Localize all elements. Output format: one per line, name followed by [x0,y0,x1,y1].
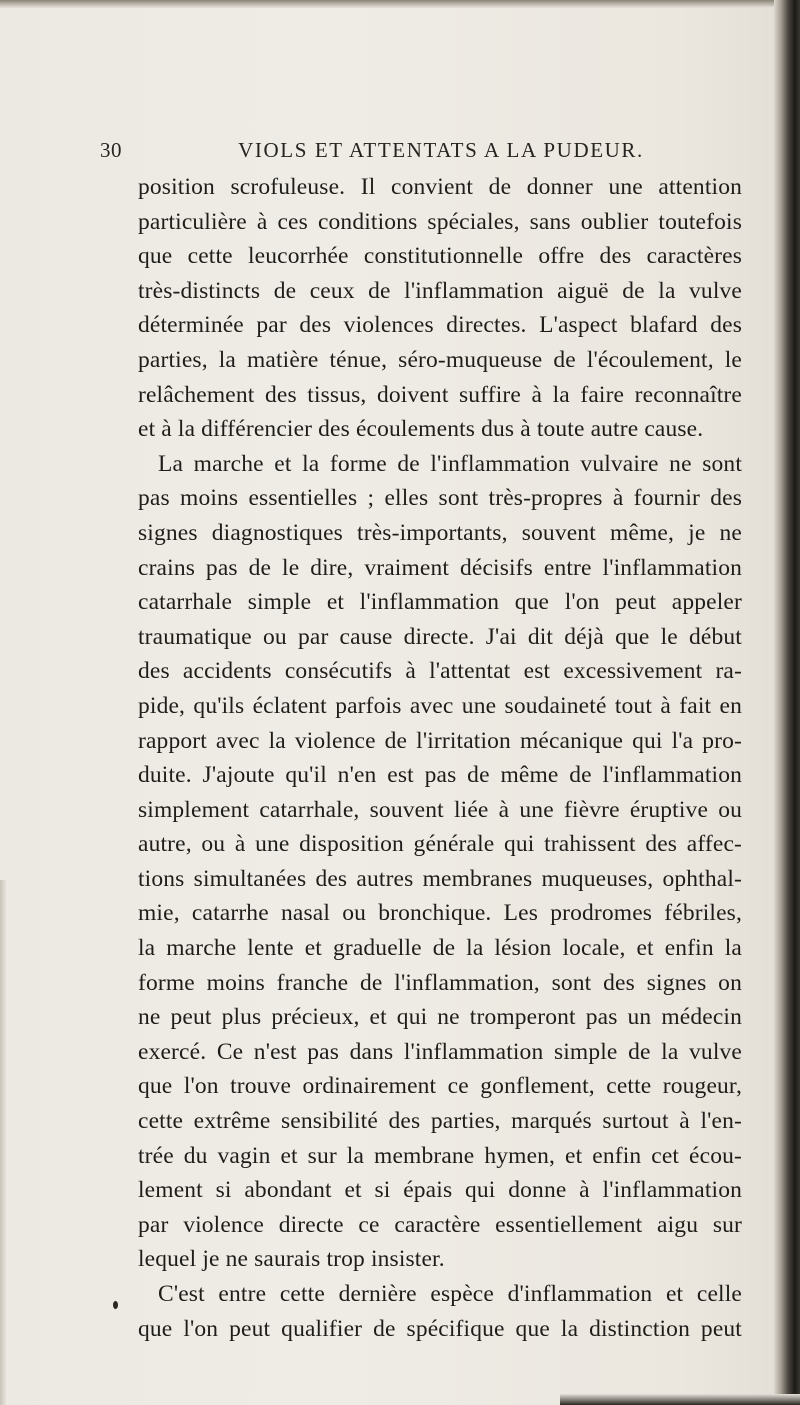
text-line: des accidents consécutifs à l'attentat est excessivement ra- [138,658,742,685]
text-line: déterminée par des violences directes. L'aspect blafard des [138,312,742,339]
text-line: catarrhale simple et l'inflammation que l'on peut appeler [138,589,742,616]
text-line: que l'on peut qualifier de spécifique que la distinction peut [138,1315,742,1342]
text-line: trée du vagin et sur la membrane hymen, et enfin cet écou- [138,1142,742,1169]
text-line: pas moins essentielles ; elles sont très-propres à fournir des [138,485,742,512]
page-number: 30 [100,138,122,162]
text-line: forme moins franche de l'inflammation, sont des signes on [138,969,742,996]
text-line: ne peut plus précieux, et qui ne tromperont pas un médecin [138,1004,742,1031]
text-line: exercé. Ce n'est pas dans l'inflammation simple de la vulve [138,1038,742,1065]
text-line: mie, catarrhe nasal ou bronchique. Les prodromes fébriles, [138,900,742,927]
text-line: lequel je ne saurais trop insister. [138,1246,445,1273]
text-line: lement si abondant et si épais qui donne à l'inflammation [138,1177,742,1204]
body-text [138,170,742,1346]
text-line: tions simultanées des autres membranes muqueuses, ophthal- [138,865,742,892]
text-line: que cette leucorrhée constitutionnelle offre des caractères [138,243,742,270]
text-line: cette extrême sensibilité des parties, marqués surtout à l'en- [138,1108,742,1135]
text-line: la marche lente et graduelle de la lésion locale, et enfin la [138,935,742,962]
text-line: particulière à ces conditions spéciales, sans oublier toutefois [138,208,742,235]
text-line: simplement catarrhale, souvent liée à une fièvre éruptive ou [138,796,742,823]
page-left-edge [0,880,6,1405]
running-header [100,138,740,170]
text-line: pide, qu'ils éclatent parfois avec une soudaineté tout à fait en [138,692,742,719]
text-line: signes diagnostiques très-importants, souvent même, je ne [138,519,742,546]
text-line: autre, ou à une disposition générale qui trahissent des affec- [138,831,742,858]
text-line: relâchement des tissus, doivent suffire à la faire reconnaître [138,381,742,408]
page-bottom-edge [560,1394,800,1405]
ink-speck [113,1301,118,1309]
running-title: VIOLS ET ATTENTATS A LA PUDEUR. [238,138,644,162]
book-spine-shadow [774,0,800,1405]
text-line: traumatique ou par cause directe. J'ai dit déjà que le début [138,623,742,650]
text-line: que l'on trouve ordinairement ce gonflement, cette rougeur, [138,1073,742,1100]
page-top-edge [0,0,800,8]
text-line: très-distincts de ceux de l'inflammation aiguë de la vulve [138,277,742,304]
text-line: rapport avec la violence de l'irritation mécanique qui l'a pro- [138,727,742,754]
text-line: duite. J'ajoute qu'il n'en est pas de même de l'inflammation [138,762,742,789]
text-line: crains pas de le dire, vraiment décisifs entre l'inflammation [138,554,742,581]
text-line: parties, la matière ténue, séro-muqueuse de l'écoulement, le [138,346,742,373]
text-line: par violence directe ce caractère essentiellement aigu sur [138,1211,742,1238]
text-line: et à la différencier des écoulements dus à toute autre cause. [138,416,704,443]
text-line: La marche et la forme de l'inflammation vulvaire ne sont [158,450,742,477]
text-line: position scrofuleuse. Il convient de donner une attention [138,174,742,200]
text-line: C'est entre cette dernière espèce d'inflammation et celle [158,1281,742,1307]
